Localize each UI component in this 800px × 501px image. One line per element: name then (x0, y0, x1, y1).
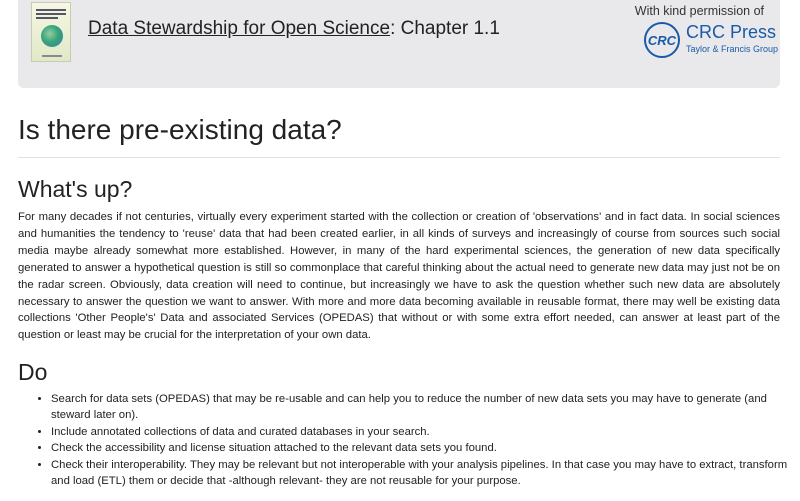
publisher-name: CRC Press (686, 22, 777, 42)
section-heading-whats-up: What's up? (18, 176, 133, 202)
crc-emblem-icon: CRC (644, 22, 680, 58)
list-item: • Check the accessibility and license situation attached to the relevant data sets you found. (51, 440, 791, 456)
book-title-link[interactable]: Data Stewardship for Open Science (88, 18, 391, 39)
list-item: • Check their interoperability. They may be relevant but not interoperable with your analysis pipelines. In that case you may have to extract, transform and load (ETL) them or decide that -although relevant- they are not reusable for your purpose. (51, 457, 791, 490)
chapter-label: : Chapter 1.1 (390, 18, 500, 39)
page-title: Is there pre-existing data? (18, 114, 342, 145)
permission-text: With kind permission of (634, 4, 764, 18)
list-item: • Include annotated collections of data and curated databases in your search. (51, 424, 791, 440)
section-heading-do: Do (18, 359, 48, 385)
book-header (18, 0, 780, 88)
header-title (88, 18, 500, 40)
book-cover-image[interactable] (31, 2, 71, 62)
publisher-subtitle: Taylor & Francis Group (686, 44, 779, 54)
title-divider (18, 157, 780, 158)
crc-press-logo[interactable] (644, 22, 784, 62)
whats-up-paragraph: For many decades if not centuries, virtually every experiment started with the collection or creation of 'observations' and in fact data. In social sciences and humanities the tendency to 'reuse' data that had been created earlier, in all kinds of surveys and increasingly of course from sources such social media maybe already somewhat more established. However, in many of the hard experimental sciences, the generation of new data specifically generated to answer a hypothetical question is still so commonplace that careful thinking about the actual need to generate new data may just not be on the radar screen. Obviously, data creation will need to continue, but increasingly we have to ask the question whether such new data are absolutely necessary to answer the question we want to answer. With more and more data becoming available in reusable format, there may well be existing data collections 'Other People's' Data and associated Services (OPEDAS) that without or with some extra effort needed, can answer at least part of the question or least may be crucial for the interpretation of your own data. (18, 211, 780, 342)
do-list (18, 391, 791, 490)
list-item: • Search for data sets (OPEDAS) that may be re-usable and can help you to reduce the number of new data sets you may have to generate (and steward later on). (51, 391, 791, 424)
